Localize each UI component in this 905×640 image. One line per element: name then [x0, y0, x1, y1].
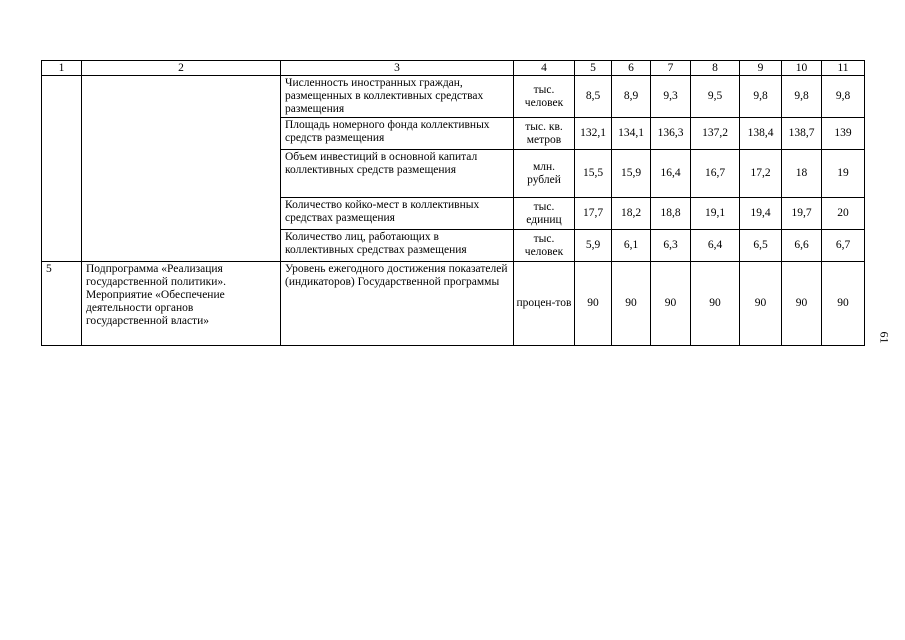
value-cell: 90 [740, 262, 782, 346]
value-cell: 9,8 [782, 76, 822, 118]
value-cell: 5,9 [575, 230, 612, 262]
value-cell: 6,1 [612, 230, 651, 262]
indicator-cell: Количество койко-мест в коллективных средствах размещения [281, 198, 514, 230]
program-cell-empty [82, 76, 281, 262]
unit-cell: тыс. единиц [514, 198, 575, 230]
value-cell: 138,7 [782, 118, 822, 150]
indicator-cell: Площадь номерного фонда коллективных средств размещения [281, 118, 514, 150]
unit-cell: тыс. человек [514, 230, 575, 262]
value-cell: 9,3 [651, 76, 691, 118]
index-cell-empty [42, 76, 82, 262]
value-cell: 8,5 [575, 76, 612, 118]
value-cell: 6,3 [651, 230, 691, 262]
value-cell: 136,3 [651, 118, 691, 150]
value-cell: 19,7 [782, 198, 822, 230]
value-cell: 18,2 [612, 198, 651, 230]
column-header: 9 [740, 61, 782, 76]
value-cell: 18 [782, 150, 822, 198]
page-number: 61 [877, 331, 892, 344]
value-cell: 132,1 [575, 118, 612, 150]
column-header: 8 [691, 61, 740, 76]
index-cell: 5 [42, 262, 82, 346]
unit-cell: процен-тов [514, 262, 575, 346]
value-cell: 9,5 [691, 76, 740, 118]
value-cell: 9,8 [740, 76, 782, 118]
column-header: 1 [42, 61, 82, 76]
value-cell: 90 [691, 262, 740, 346]
column-header: 7 [651, 61, 691, 76]
value-cell: 19,4 [740, 198, 782, 230]
value-cell: 6,7 [822, 230, 865, 262]
table-header-row [42, 61, 865, 76]
column-header: 5 [575, 61, 612, 76]
value-cell: 90 [822, 262, 865, 346]
indicator-cell: Уровень ежегодного достижения показателей (индикаторов) Государственной программы [281, 262, 514, 346]
column-header: 11 [822, 61, 865, 76]
table-row [42, 76, 865, 118]
value-cell: 20 [822, 198, 865, 230]
column-header: 3 [281, 61, 514, 76]
program-cell: Подпрограмма «Реализация государственной политики». Мероприятие «Обеспечение деятельности органов государственной власти» [82, 262, 281, 346]
table-row [42, 262, 865, 346]
value-cell: 17,7 [575, 198, 612, 230]
value-cell: 90 [651, 262, 691, 346]
column-header: 2 [82, 61, 281, 76]
value-cell: 16,4 [651, 150, 691, 198]
column-header: 6 [612, 61, 651, 76]
value-cell: 19 [822, 150, 865, 198]
column-header: 4 [514, 61, 575, 76]
unit-cell: тыс. кв. метров [514, 118, 575, 150]
indicator-cell: Численность иностранных граждан, размещенных в коллективных средствах размещения [281, 76, 514, 118]
value-cell: 90 [575, 262, 612, 346]
value-cell: 16,7 [691, 150, 740, 198]
value-cell: 90 [612, 262, 651, 346]
indicator-cell: Объем инвестиций в основной капитал коллективных средств размещения [281, 150, 514, 198]
value-cell: 15,9 [612, 150, 651, 198]
value-cell: 8,9 [612, 76, 651, 118]
value-cell: 138,4 [740, 118, 782, 150]
value-cell: 139 [822, 118, 865, 150]
value-cell: 137,2 [691, 118, 740, 150]
indicators-table [41, 60, 865, 346]
unit-cell: млн. рублей [514, 150, 575, 198]
value-cell: 6,4 [691, 230, 740, 262]
value-cell: 15,5 [575, 150, 612, 198]
value-cell: 6,5 [740, 230, 782, 262]
value-cell: 6,6 [782, 230, 822, 262]
value-cell: 18,8 [651, 198, 691, 230]
value-cell: 17,2 [740, 150, 782, 198]
column-header: 10 [782, 61, 822, 76]
value-cell: 134,1 [612, 118, 651, 150]
value-cell: 90 [782, 262, 822, 346]
unit-cell: тыс. человек [514, 76, 575, 118]
value-cell: 19,1 [691, 198, 740, 230]
value-cell: 9,8 [822, 76, 865, 118]
indicator-cell: Количество лиц, работающих в коллективных средствах размещения [281, 230, 514, 262]
